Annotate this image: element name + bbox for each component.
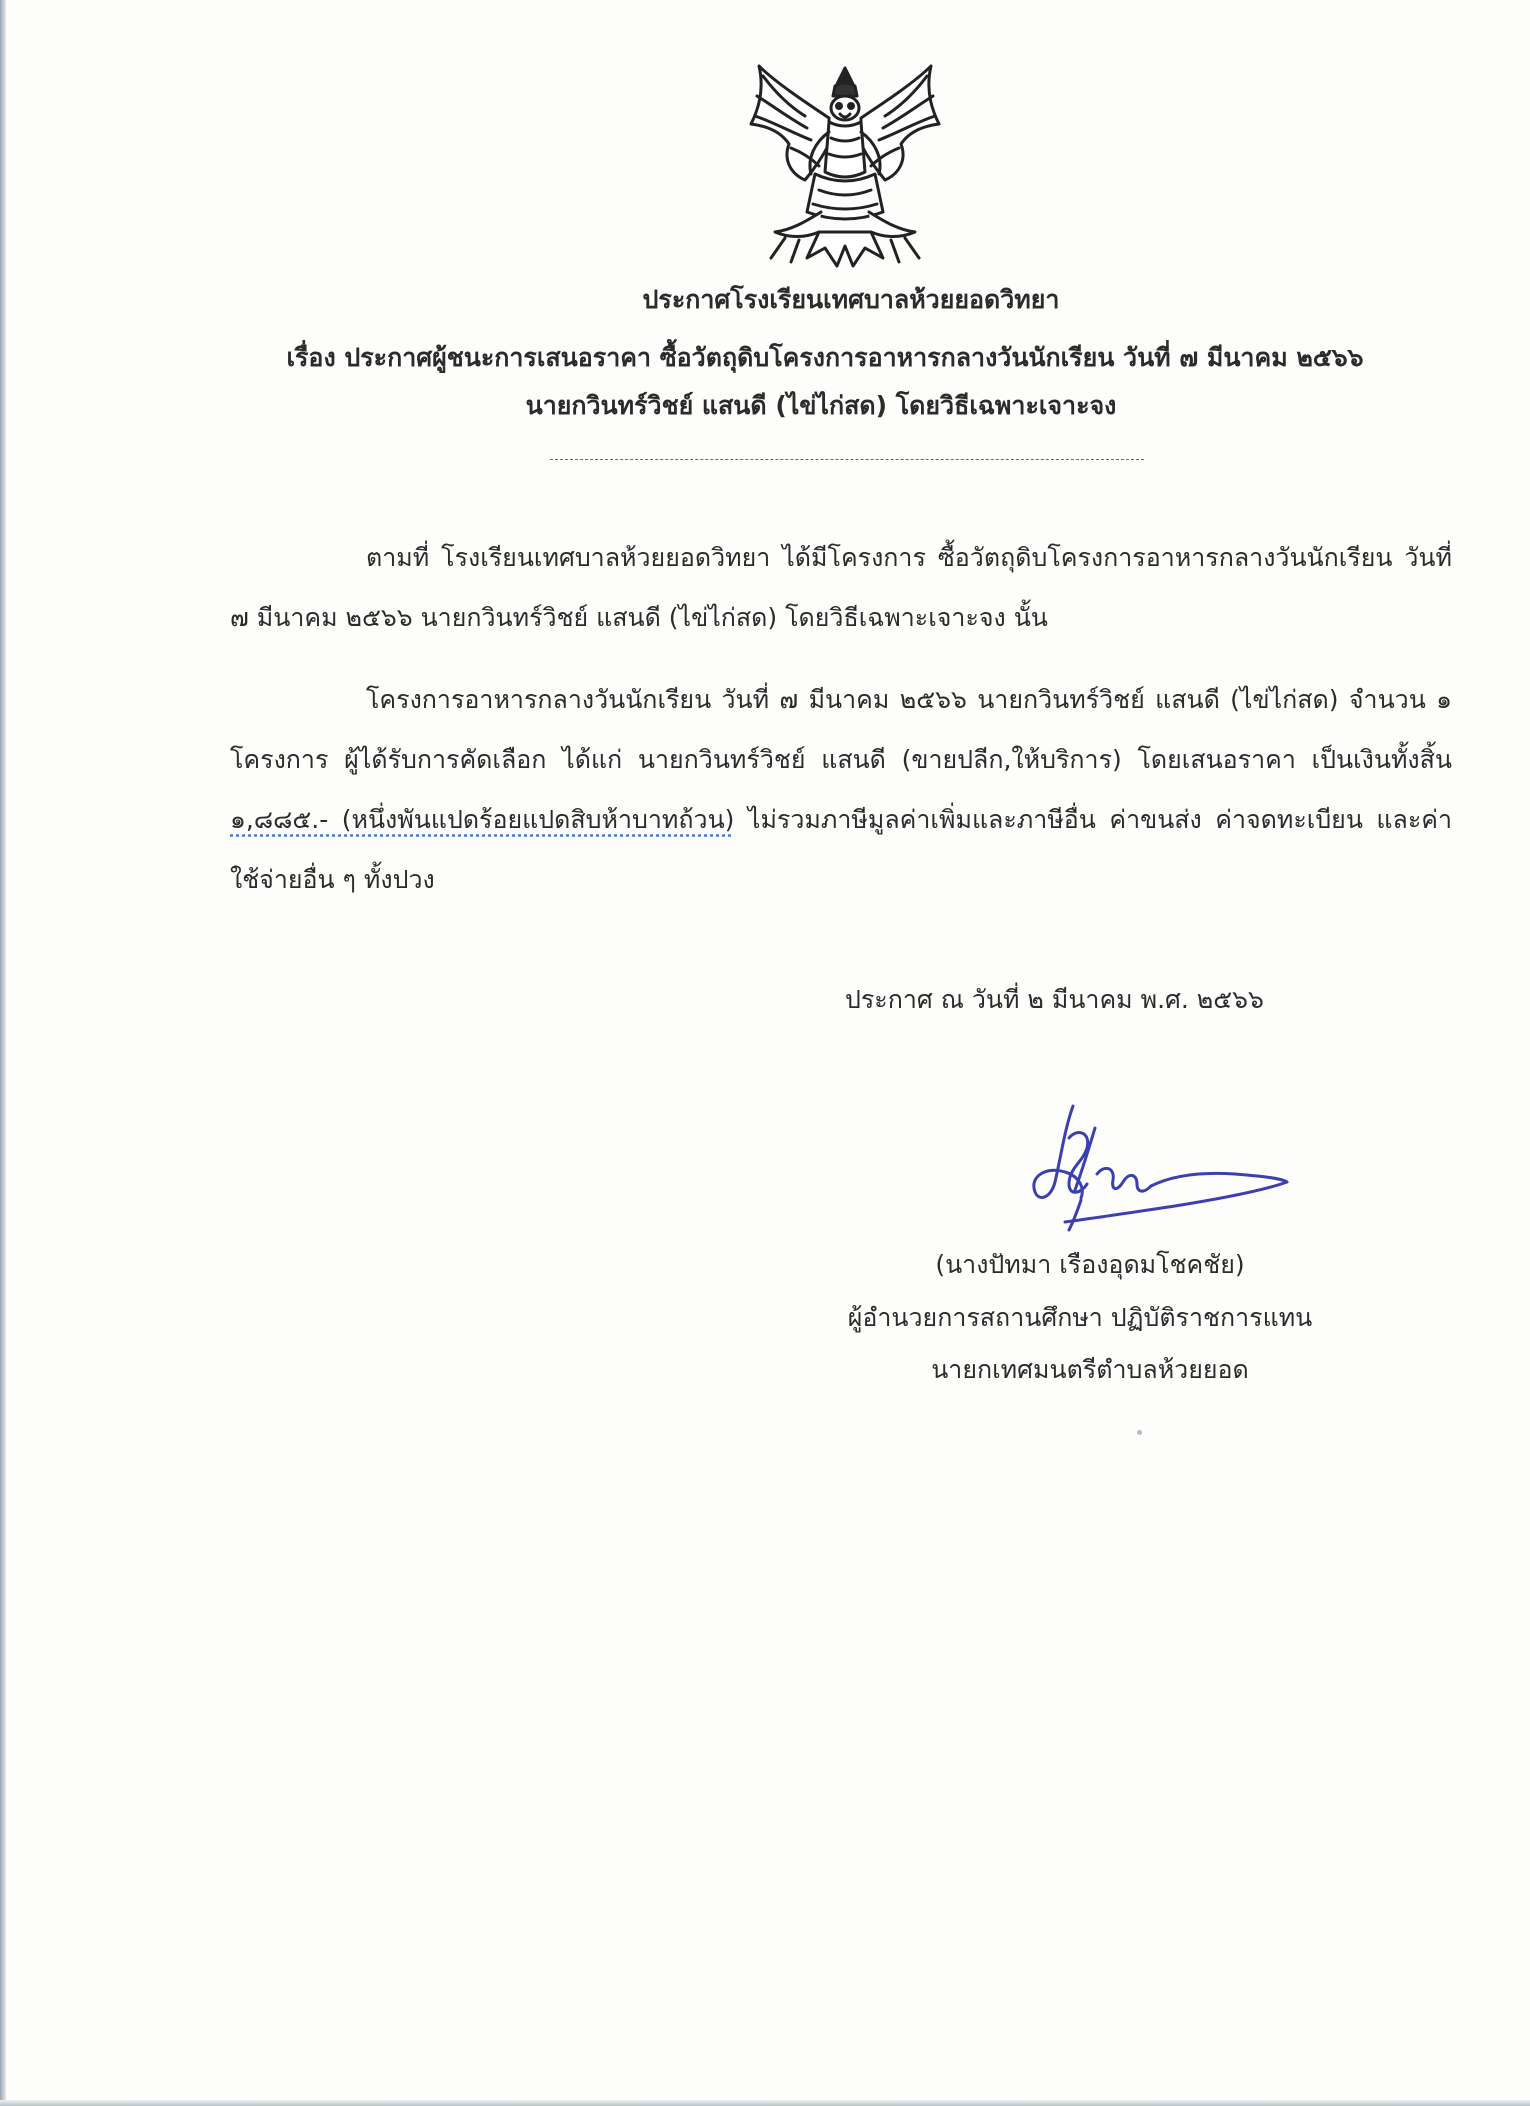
garuda-emblem-icon: [745, 62, 945, 272]
signatory-position: ผู้อำนวยการสถานศึกษา ปฏิบัติราชการแทน: [847, 1303, 1313, 1332]
announcement-subject: เรื่อง ประกาศผู้ชนะการเสนอราคา ซื้อวัตถุดิบโครงการอาหารกลางวันนักเรียน วันที่ ๗ มีนาคม ๒๕๖๖: [286, 343, 1364, 372]
header-divider: [550, 459, 1144, 460]
handwritten-signature: [1025, 1098, 1295, 1238]
body-paragraph-1: ตามที่ โรงเรียนเทศบาลห้วยยอดวิทยา ได้มีโครงการ ซื้อวัตถุดิบโครงการอาหารกลางวันนักเรียน วันที่ ๗ มีนาคม ๒๕๖๖ นายกวินทร์วิชย์ แสนดี (ไข่ไก่สด) โดยวิธีเฉพาะเจาะจง นั้น: [230, 543, 1452, 632]
announcement-subject-continued: นายกวินทร์วิชย์ แสนดี (ไข่ไก่สด) โดยวิธีเฉพาะเจาะจง: [525, 391, 1117, 420]
announcement-title: ประกาศโรงเรียนเทศบาลห้วยยอดวิทยา: [642, 285, 1060, 314]
scan-edge-left: [0, 0, 6, 2106]
scan-speck: [1137, 1430, 1142, 1435]
award-amount: ๑,๘๘๕.- (หนึ่งพันแปดร้อยแปดสิบห้าบาทถ้วน): [230, 805, 735, 834]
signatory-name: (นางปัทมา เรืองอุดมโชคชัย): [935, 1250, 1245, 1279]
scan-edge-bottom: [0, 2100, 1530, 2106]
body-paragraph-2: โครงการอาหารกลางวันนักเรียน วันที่ ๗ มีนาคม ๒๕๖๖ นายกวินทร์วิชย์ แสนดี (ไข่ไก่สด) จำนวน ๑ โครงการ ผู้ได้รับการคัดเลือก ได้แก่ นายกวินทร์วิชย์ แสนดี (ขายปลีก,ให้บริการ) โดยเสนอราคา เป็นเงินทั้งสิ้น ๑,๘๘๕.- (หนึ่งพันแปดร้อยแปดสิบห้าบาทถ้วน) ไม่รวมภาษีมูลค่าเพิ่มและภาษีอื่น ค่าขนส่ง ค่าจดทะเบียน และค่าใช้จ่ายอื่น ๆ ทั้งปวง: [230, 685, 1453, 894]
announcement-date: ประกาศ ณ วันที่ ๒ มีนาคม พ.ศ. ๒๕๖๖: [845, 985, 1264, 1014]
signatory-position-2: นายกเทศมนตรีตำบลห้วยยอด: [931, 1355, 1249, 1384]
